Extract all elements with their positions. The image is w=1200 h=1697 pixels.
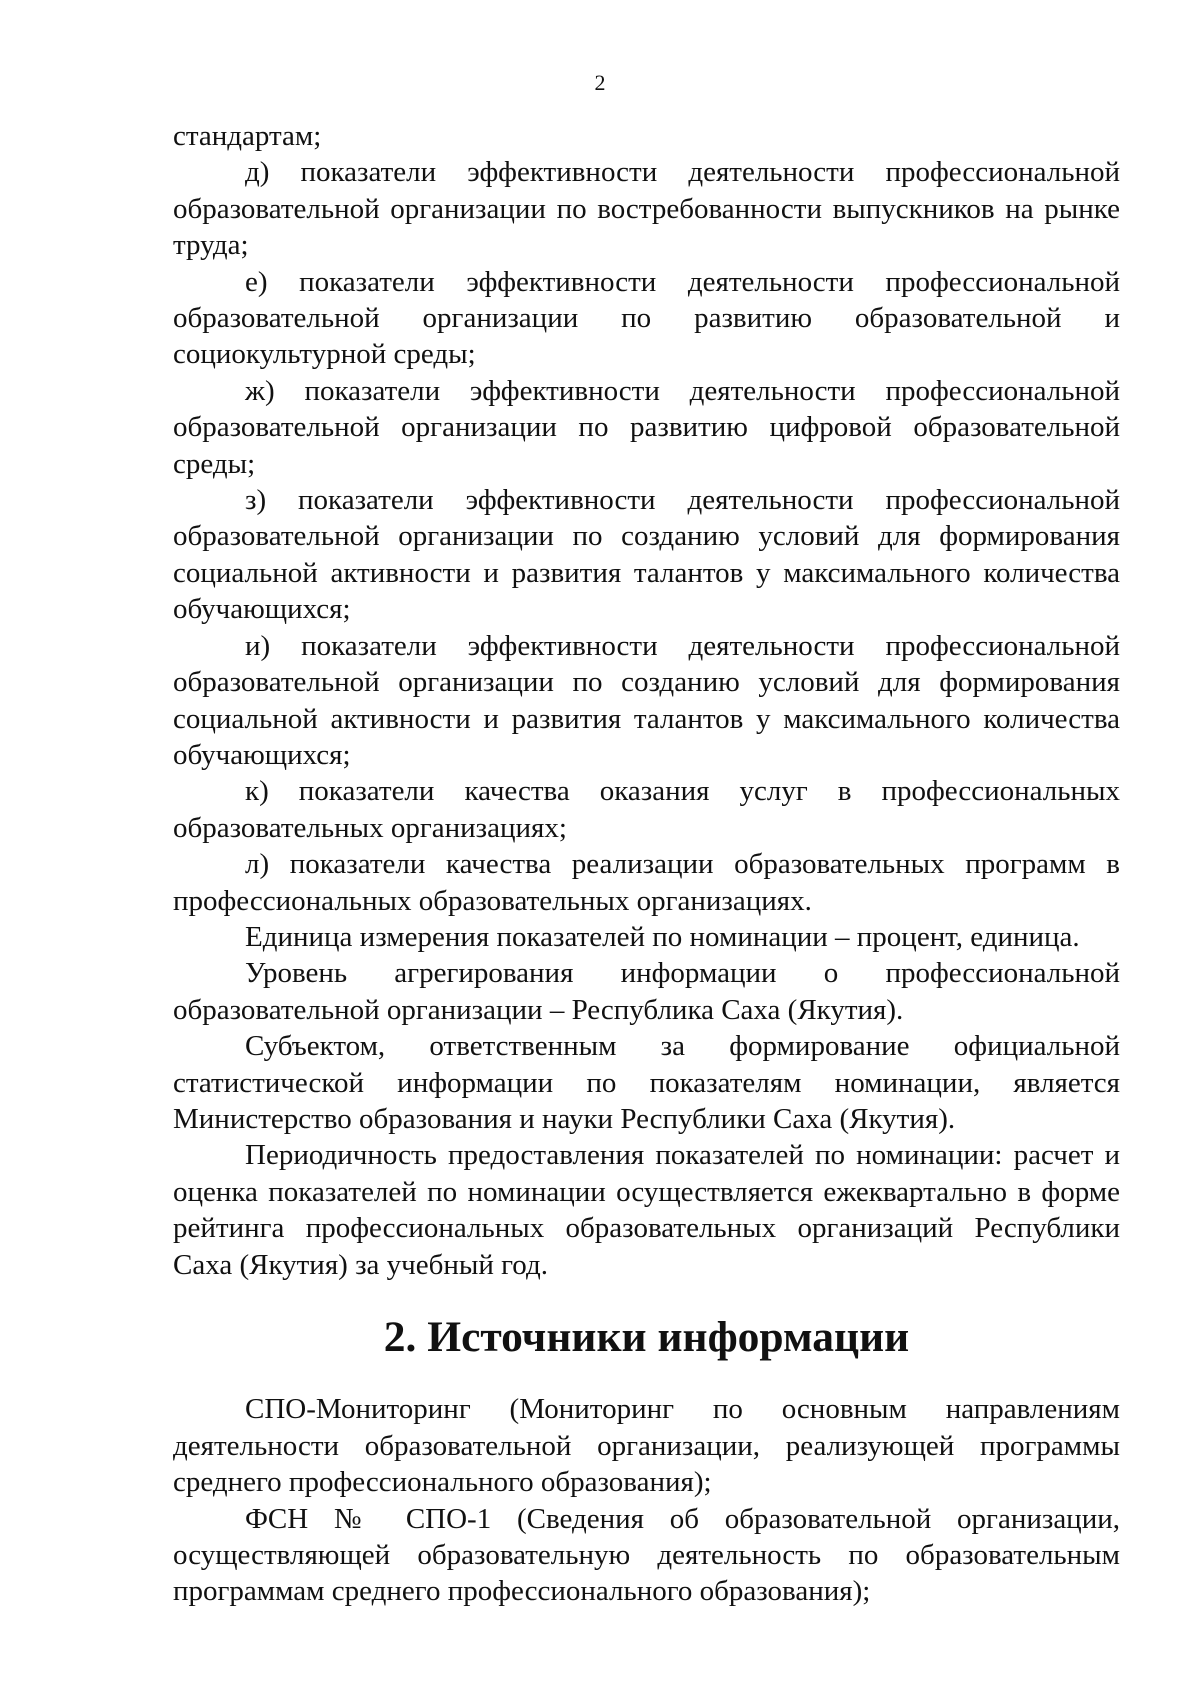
paragraph-standards: стандартам;: [173, 120, 322, 152]
paragraph-item-d: д) показатели эффективности деятельности профессиональной образовательной организации по востребованности выпускников на рынке труда;: [173, 156, 1120, 262]
section-heading: 2. Источники информации: [383, 1313, 910, 1361]
paragraph-item-k: к) показатели качества оказания услуг в профессиональных образовательных организациях;: [173, 775, 1120, 844]
paragraph-item-i: и) показатели эффективности деятельности профессиональной образовательной организации по созданию условий для формирования социальной активности и развития талантов у максимального количества обучающихся;: [173, 629, 1120, 771]
paragraph-item-z: з) показатели эффективности деятельности профессиональной образовательной организации по созданию условий для формирования социальной активности и развития талантов у максимального количества обучающихся;: [173, 484, 1120, 626]
paragraph-aggregation-level: Уровень агрегирования информации о профессиональной образовательной организации – Республика Саха (Якутия).: [173, 957, 1120, 1026]
paragraph-periodicity: Периодичность предоставления показателей по номинации: расчет и оценка показателей по номинации осуществляется ежеквартально в форме рейтинга профессиональных образовательных организаций Республики Саха (Якутия) за учебный год.: [173, 1139, 1120, 1281]
paragraph-responsible-subject: Субъектом, ответственным за формирование официальной статистической информации по показателям номинации, является Министерство образования и науки Республики Саха (Якутия).: [173, 1030, 1120, 1135]
document-body: [173, 118, 1120, 1610]
paragraph-source-fsn-spo-1: ФСН № СПО-1 (Сведения об образовательной организации, осуществляющей образовательную деятельность по образовательным программам среднего профессионального образования);: [173, 1502, 1120, 1608]
paragraph-item-zh: ж) показатели эффективности деятельности профессиональной образовательной организации по развитию цифровой образовательной среды;: [173, 374, 1120, 480]
paragraph-item-e: е) показатели эффективности деятельности профессиональной образовательной организации по развитию образовательной и социокультурной среды;: [173, 265, 1120, 371]
page-number: 2: [594, 70, 606, 95]
paragraph-item-l: л) показатели качества реализации образовательных программ в профессиональных образовательных организациях.: [173, 848, 1120, 917]
paragraph-source-spo-monitoring: СПО-Мониторинг (Мониторинг по основным направлениям деятельности образовательной организации, реализующей программы среднего профессионального образования);: [173, 1393, 1120, 1499]
paragraph-unit-of-measure: Единица измерения показателей по номинации – процент, единица.: [245, 920, 1080, 953]
